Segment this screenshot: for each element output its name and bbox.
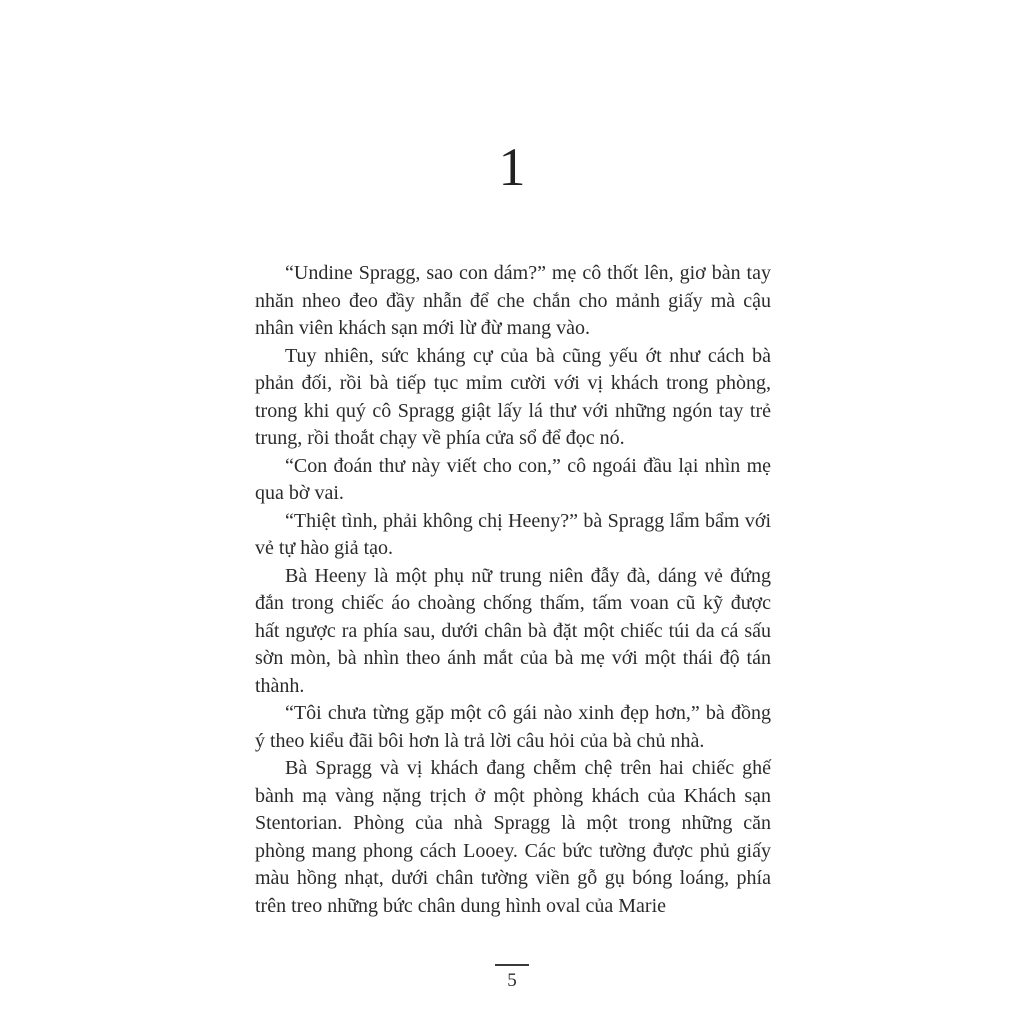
paragraph: Tuy nhiên, sức kháng cự của bà cũng yếu ớt như cách bà phản đối, rồi bà tiếp tục mỉm cười với vị khách trong phòng, trong khi quý cô Spragg giật lấy lá thư với những ngón tay trẻ trung, rồi thoắt chạy về phía cửa sổ để đọc nó. [255,344,771,449]
page-footer [0,964,1024,990]
paragraph: “Con đoán thư này viết cho con,” cô ngoái đầu lại nhìn mẹ qua bờ vai. [255,454,771,504]
paragraph: “Undine Spragg, sao con dám?” mẹ cô thốt lên, giơ bàn tay nhăn nheo đeo đầy nhẫn để che chắn cho mảnh giấy mà cậu nhân viên khách sạn mới lừ đừ mang vào. [255,262,771,339]
paragraph: “Tôi chưa từng gặp một cô gái nào xinh đẹp hơn,” bà đồng ý theo kiểu đãi bôi hơn là trả lời câu hỏi của bà chủ nhà. [255,702,771,752]
paragraph: Bà Spragg và vị khách đang chễm chệ trên hai chiếc ghế bành mạ vàng nặng trịch ở một phòng khách của Khách sạn Stentorian. Phòng của nhà Spragg là một trong những căn phòng mang phong cách Looey. Các bức tường được phủ giấy màu hồng nhạt, dưới chân tường viền gỗ gụ bóng loáng, phía trên treo những bức chân dung hình oval của Marie [255,757,771,917]
chapter-heading: 1 [498,137,526,197]
body-text [255,260,771,920]
paragraph: Bà Heeny là một phụ nữ trung niên đẫy đà, dáng vẻ đứng đắn trong chiếc áo choàng chống thấm, tấm voan cũ kỹ được hất ngược ra phía sau, dưới chân bà đặt một chiếc túi da cá sấu sờn mòn, bà nhìn theo ánh mắt của bà mẹ với một thái độ tán thành. [255,564,771,697]
footer-rule [495,964,529,966]
page-number: 5 [507,970,517,991]
paragraph: “Thiệt tình, phải không chị Heeny?” bà Spragg lẩm bẩm với vẻ tự hào giả tạo. [255,509,771,559]
